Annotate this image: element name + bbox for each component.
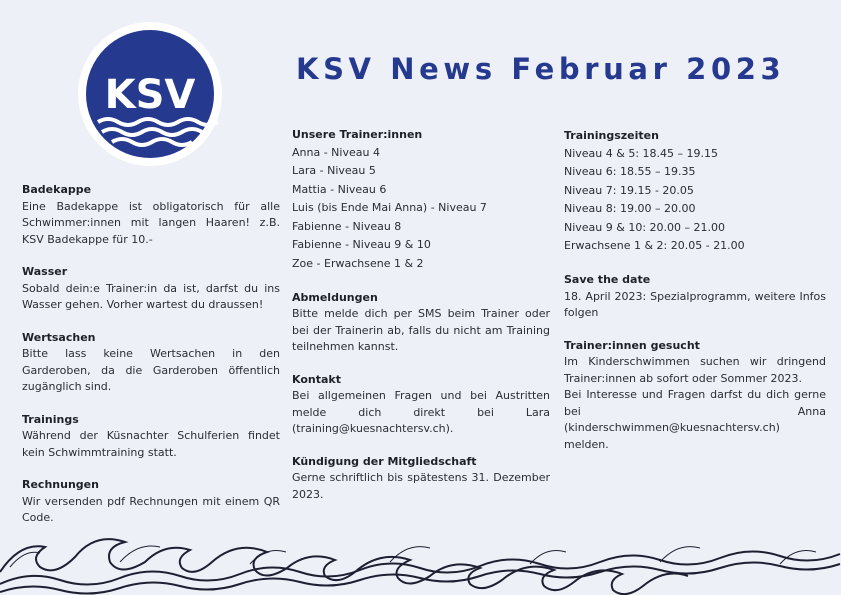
- logo-text: KSV: [104, 72, 196, 118]
- list-item: Luis (bis Ende Mai Anna) - Niveau 7: [292, 201, 487, 215]
- list-item: Lara - Niveau 5: [292, 164, 376, 178]
- list-item: Anna - Niveau 4: [292, 145, 380, 159]
- list-item: Zoe - Erwachsene 1 & 2: [292, 257, 424, 271]
- list-item: Erwachsene 1 & 2: 20.05 - 21.00: [564, 239, 745, 253]
- section-heading: Unsere Trainer:innen: [292, 128, 423, 141]
- section-heading: Kontakt: [292, 372, 341, 386]
- section-body: Bitte lass keine Wertsachen in den Garderoben, da die Garderoben öffentlich zugänglich sind.: [22, 347, 280, 393]
- ksv-logo: [78, 22, 222, 166]
- section-body-continued: Bei Interesse und Fragen darfst du dich gerne bei Anna (kinderschwimmen@kuesnachtersv.ch) melden.: [564, 388, 826, 451]
- section-heading: Trainings: [22, 412, 79, 426]
- section-heading: Abmeldungen: [292, 290, 378, 304]
- section-save-the-date: [564, 272, 826, 322]
- section-trainer-gesucht: [564, 338, 826, 454]
- section-wertsachen: [22, 330, 280, 396]
- section-body: Eine Badekappe ist obligatorisch für alle Schwimmer:innen mit langen Haaren! z.B. KSV Badekappe für 10.-: [22, 199, 280, 246]
- section-body: 18. April 2023: Spezialprogramm, weitere Infos folgen: [564, 289, 826, 320]
- section-trainers: [292, 127, 550, 274]
- section-kuendigung: [292, 454, 550, 504]
- section-abmeldungen: [292, 290, 550, 356]
- list-item: Niveau 6: 18.55 – 19.35: [564, 165, 696, 179]
- section-trainingszeiten: [564, 128, 826, 256]
- list-item: Fabienne - Niveau 9 & 10: [292, 238, 431, 252]
- section-body: Sobald dein:e Trainer:in da ist, darfst du ins Wasser gehen. Vorher wartest du draussen!: [22, 281, 280, 311]
- column-left: [22, 182, 280, 543]
- list-item: Mattia - Niveau 6: [292, 182, 387, 196]
- section-body: Bei allgemeinen Fragen und bei Austritten melde dich direkt bei Lara (training@kuesnachtersv.ch).: [292, 389, 550, 436]
- section-heading: Wertsachen: [22, 330, 96, 344]
- section-heading: Trainingszeiten: [564, 129, 659, 142]
- list-item: Fabienne - Niveau 8: [292, 219, 402, 233]
- section-body: Bitte melde dich per SMS beim Trainer oder bei der Trainerin ab, falls du nicht am Training teilnehmen kannst.: [292, 307, 550, 354]
- section-body: Im Kinderschwimmen suchen wir dringend Trainer:innen ab sofort oder Sommer 2023.: [564, 355, 826, 385]
- section-heading: Wasser: [22, 265, 68, 278]
- list-item: Niveau 4 & 5: 18.45 – 19.15: [564, 146, 719, 160]
- section-wasser: [22, 264, 280, 314]
- section-body: Wir versenden pdf Rechnungen mit einem QR Code.: [22, 494, 280, 524]
- page-title: KSV News Februar 2023: [296, 52, 786, 86]
- list-item: Niveau 9 & 10: 20.00 – 21.00: [564, 220, 726, 234]
- section-badekappe: [22, 182, 280, 248]
- section-body: Gerne schriftlich bis spätestens 31. Dezember 2023.: [292, 471, 550, 501]
- section-kontakt: [292, 372, 550, 438]
- section-heading: Kündigung der Mitgliedschaft: [292, 454, 477, 468]
- list-item: Niveau 7: 19.15 - 20.05: [564, 183, 694, 197]
- section-heading: Trainer:innen gesucht: [564, 338, 700, 352]
- section-heading: Badekappe: [22, 183, 92, 196]
- section-heading: Save the date: [564, 273, 651, 287]
- ksv-logo-graphic: [78, 22, 222, 166]
- section-body: Während der Küsnachter Schulferien findet kein Schwimmtraining statt.: [22, 429, 280, 459]
- column-middle: [292, 127, 550, 519]
- section-heading: Rechnungen: [22, 478, 99, 491]
- waves-decoration: [0, 512, 841, 595]
- column-right: [564, 128, 826, 469]
- section-trainings: [22, 412, 280, 462]
- list-item: Niveau 8: 19.00 – 20.00: [564, 202, 696, 216]
